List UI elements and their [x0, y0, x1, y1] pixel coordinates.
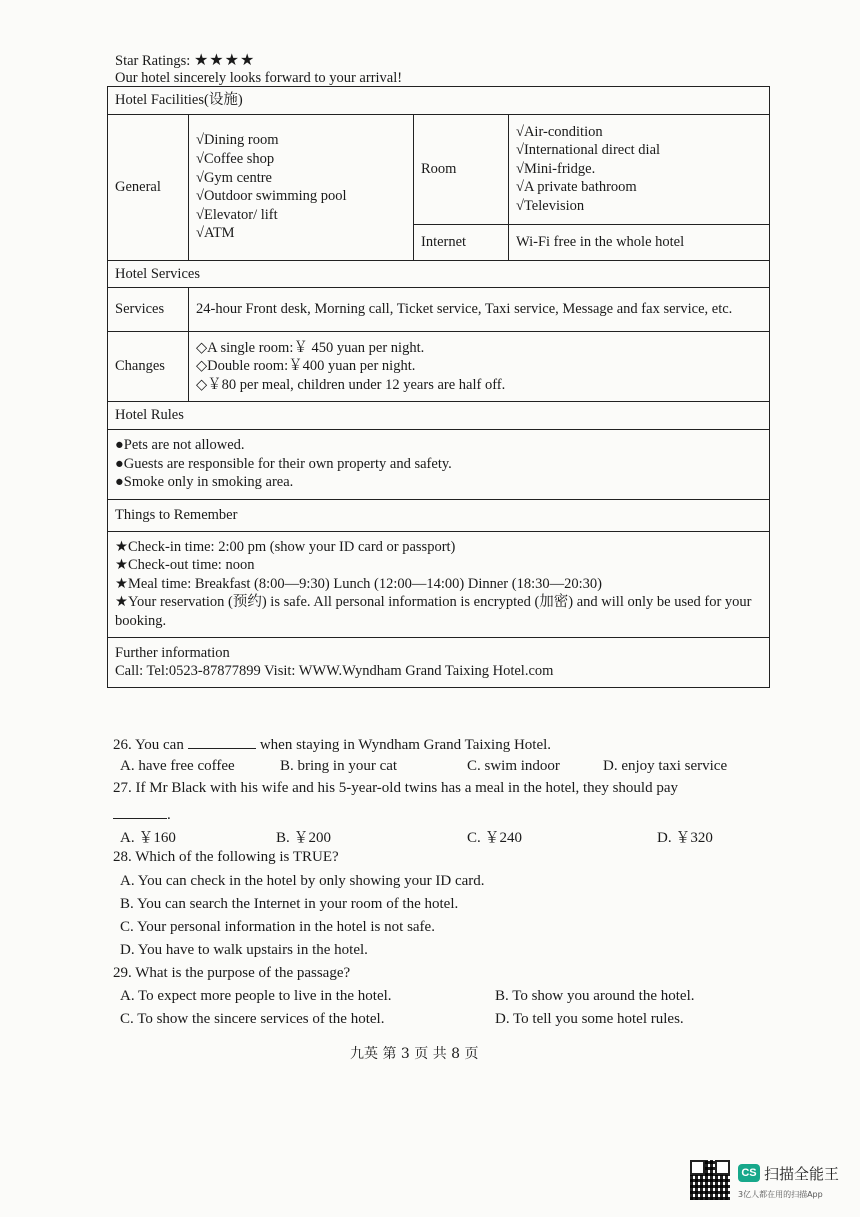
q27-option-d: D. ￥320 — [657, 830, 713, 846]
q29-option-d: D. To tell you some hotel rules. — [495, 1011, 684, 1027]
q29-option-a: A. To expect more people to live in the hotel. — [120, 988, 392, 1004]
services-value: 24-hour Front desk, Morning call, Ticket service, Taxi service, Message and fax service, etc. — [189, 288, 770, 332]
camscanner-logo: CS — [738, 1164, 760, 1182]
q26-option-b: B. bring in your cat — [280, 758, 398, 774]
question-28: 28. Which of the following is TRUE? — [113, 849, 339, 865]
room-item: √A private bathroom — [516, 179, 637, 196]
answer-blank — [188, 736, 256, 749]
rule-item: ●Guests are responsible for their own property and safety. — [115, 455, 452, 472]
q27-option-c: C. ￥240 — [467, 830, 523, 846]
q28-option-a: A. You can check in the hotel by only showing your ID card. — [120, 873, 485, 889]
remember-title: Things to Remember — [108, 499, 770, 531]
question-27: 27. If Mr Black with his wife and his 5-year-old twins has a meal in the hotel, they should pay — [113, 780, 678, 796]
general-item: √Dining room — [196, 132, 279, 149]
star-icons: ★★★★ — [193, 52, 256, 69]
question-29: 29. What is the purpose of the passage? — [113, 965, 351, 981]
question-26 — [113, 736, 551, 754]
change-item: ◇Double room:￥400 yuan per night. — [196, 358, 416, 375]
room-label: Room — [414, 114, 509, 224]
changes-list — [189, 332, 770, 402]
room-list — [509, 114, 770, 224]
welcome-text: Our hotel sincerely looks forward to your arrival! — [115, 70, 403, 86]
remember-item: ★Check-in time: 2:00 pm (show your ID card or passport) — [115, 538, 456, 555]
general-item: √ATM — [196, 225, 235, 242]
q28-option-b: B. You can search the Internet in your room of the hotel. — [120, 896, 459, 912]
general-item: √Coffee shop — [196, 150, 275, 167]
q26-stem-end: when staying in Wyndham Grand Taixing Hotel. — [259, 737, 552, 753]
room-item: √Television — [516, 197, 585, 214]
camscanner-tagline: 3亿人都在用的扫描App — [738, 1190, 823, 1199]
rule-item: ●Pets are not allowed. — [115, 437, 245, 454]
qr-code-icon — [690, 1160, 730, 1200]
q29-option-b: B. To show you around the hotel. — [495, 988, 695, 1004]
star-ratings — [115, 50, 255, 70]
remember-item: ★Your reservation (预约) is safe. All personal information is encrypted (加密) and will only be used for your booking. — [115, 594, 752, 629]
general-item: √Outdoor swimming pool — [196, 188, 347, 205]
q29-option-c: C. To show the sincere services of the hotel. — [120, 1011, 385, 1027]
page-number: 九英 第 3 页 共 8 页 — [350, 1046, 479, 1062]
q28-option-c: C. Your personal information in the hotel is not safe. — [120, 919, 435, 935]
rule-item: ●Smoke only in smoking area. — [115, 474, 294, 491]
answer-blank — [113, 806, 167, 819]
facilities-title: Hotel Facilities(设施) — [108, 87, 770, 115]
room-item: √International direct dial — [516, 142, 661, 159]
q26-option-a: A. have free coffee — [120, 758, 235, 774]
q26-stem-start: 26. You can — [113, 737, 184, 753]
room-item: √Air-condition — [516, 123, 603, 140]
general-item: √Gym centre — [196, 169, 272, 186]
q27-option-a: A. ￥160 — [120, 830, 176, 846]
room-item: √Mini-fridge. — [516, 160, 596, 177]
rules-title: Hotel Rules — [108, 402, 770, 430]
internet-value: Wi-Fi free in the whole hotel — [509, 224, 770, 260]
further-title: Further information — [115, 644, 230, 661]
q26-option-d: D. enjoy taxi service — [603, 758, 728, 774]
rules-list — [108, 429, 770, 499]
further-info — [108, 637, 770, 687]
internet-label: Internet — [414, 224, 509, 260]
further-contact: Call: Tel:0523-87877899 Visit: WWW.Wyndham Grand Taixing Hotel.com — [115, 663, 554, 680]
general-list — [189, 114, 414, 260]
changes-label: Changes — [108, 332, 189, 402]
remember-list — [108, 531, 770, 637]
q26-option-c: C. swim indoor — [467, 758, 560, 774]
hotel-info-table — [107, 86, 770, 688]
q27-option-b: B. ￥200 — [276, 830, 332, 846]
remember-item: ★Meal time: Breakfast (8:00—9:30) Lunch (12:00—14:00) Dinner (18:30—20:30) — [115, 575, 602, 592]
q28-option-d: D. You have to walk upstairs in the hotel. — [120, 942, 368, 958]
remember-item: ★Check-out time: noon — [115, 557, 255, 574]
q27-blank: . — [113, 806, 171, 824]
services-label: Services — [108, 288, 189, 332]
star-label: Star Ratings: — [115, 53, 191, 69]
general-label: General — [108, 114, 189, 260]
change-item: ◇A single room:￥ 450 yuan per night. — [196, 339, 425, 356]
camscanner-name: 扫描全能王 — [764, 1165, 840, 1183]
services-title: Hotel Services — [108, 260, 770, 288]
general-item: √Elevator/ lift — [196, 206, 278, 223]
change-item: ◇￥80 per meal, children under 12 years are half off. — [196, 376, 506, 393]
